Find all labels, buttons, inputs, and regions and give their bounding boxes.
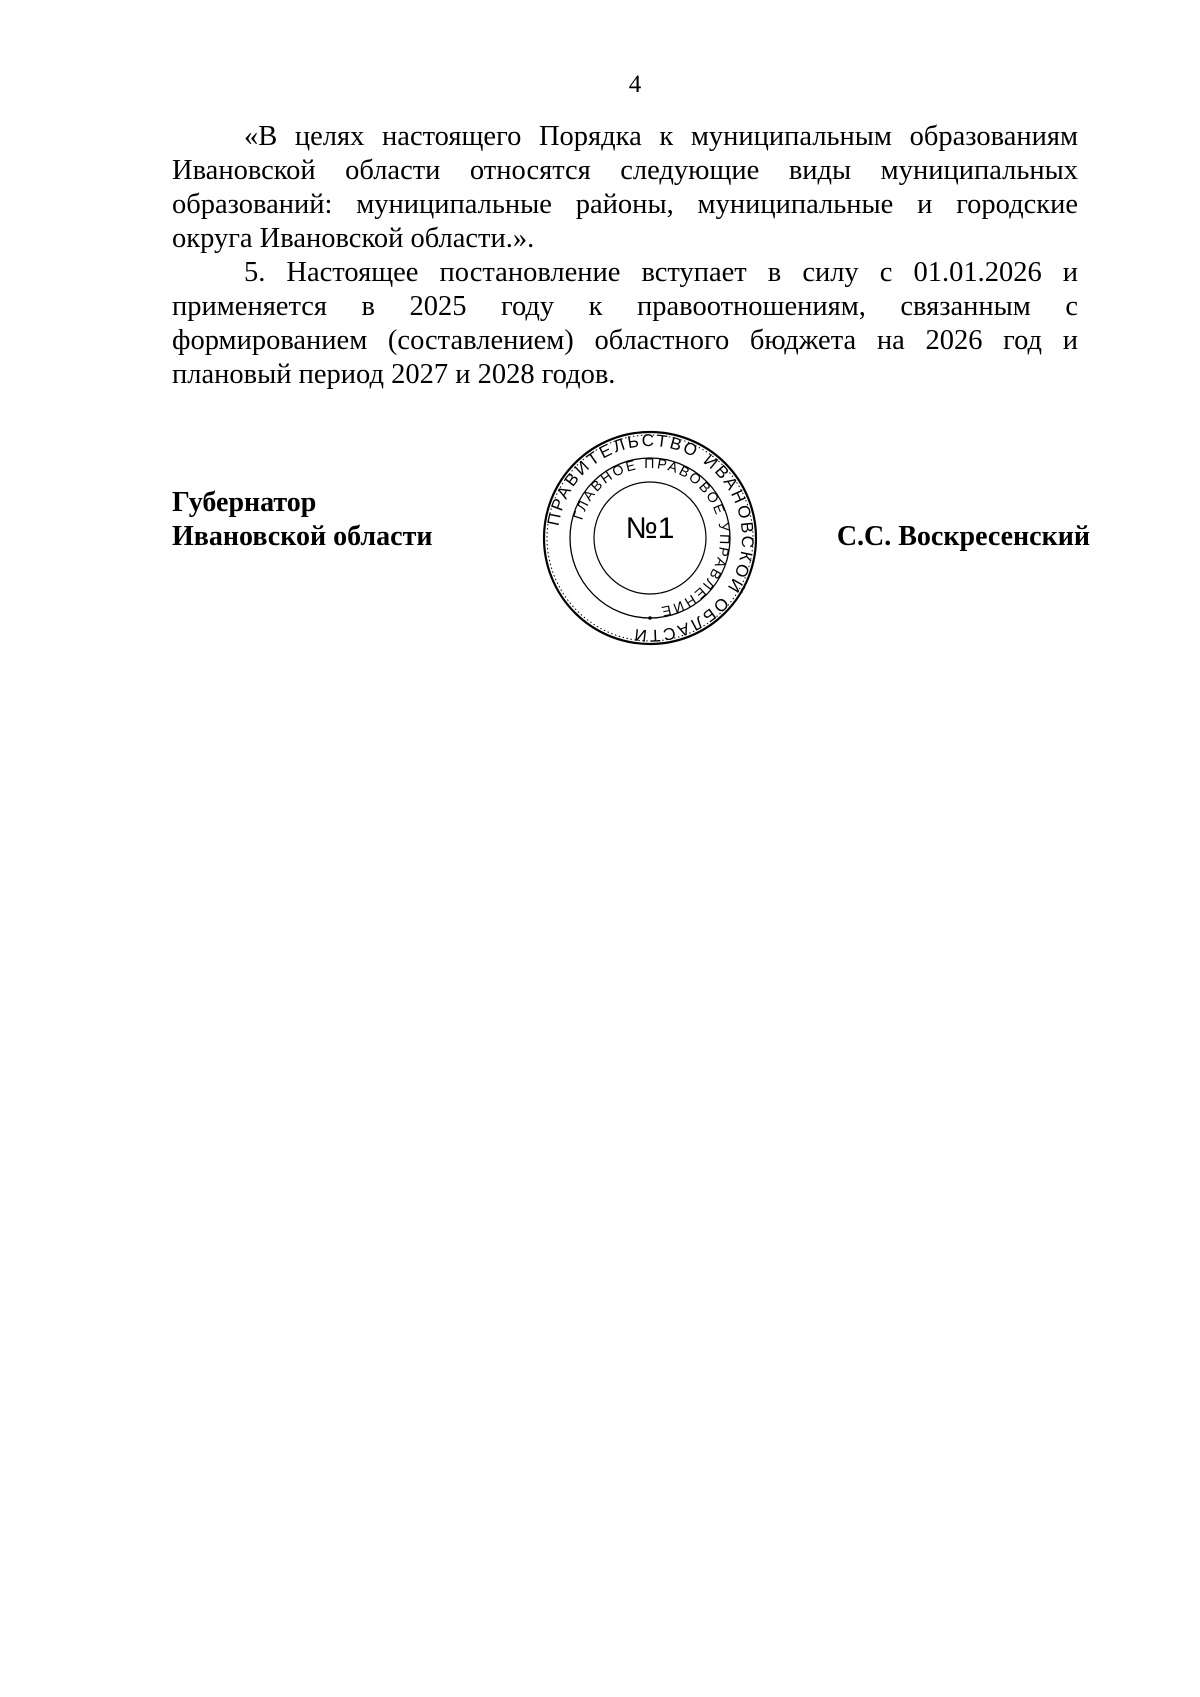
seal-number: №1 — [625, 512, 675, 545]
seal-outer-text: ПРАВИТЕЛЬСТВО ИВАНОВСКОЙ ОБЛАСТИ — [543, 430, 758, 646]
seal-inner-text: ГЛАВНОЕ ПРАВОВОЕ УПРАВЛЕНИЕ — [569, 454, 734, 621]
signatory-name: С.С. Воскресенский — [836, 521, 1090, 552]
official-seal — [540, 428, 760, 648]
document-body — [172, 120, 1078, 392]
signatory-position — [172, 486, 432, 554]
seal-dot — [648, 616, 652, 620]
paragraph-effective-date: 5. Настоящее постановление вступает в силу с 01.01.2026 и применяется в 2025 году к правоотношениям, связанным с формированием (составлением) областного бюджета на 2026 год и плановый период 2027 и 2028 годов. — [172, 257, 1078, 390]
page-number: 4 — [628, 71, 642, 98]
paragraph-municipal-definition: «В целях настоящего Порядка к муниципальным образованиям Ивановской области относятся следующие виды муниципальных образований: муниципальные районы, муниципальные и городские округа Ивановской области.». — [172, 121, 1078, 254]
position-title: Губернатор — [172, 487, 317, 518]
position-region: Ивановской области — [172, 521, 433, 552]
